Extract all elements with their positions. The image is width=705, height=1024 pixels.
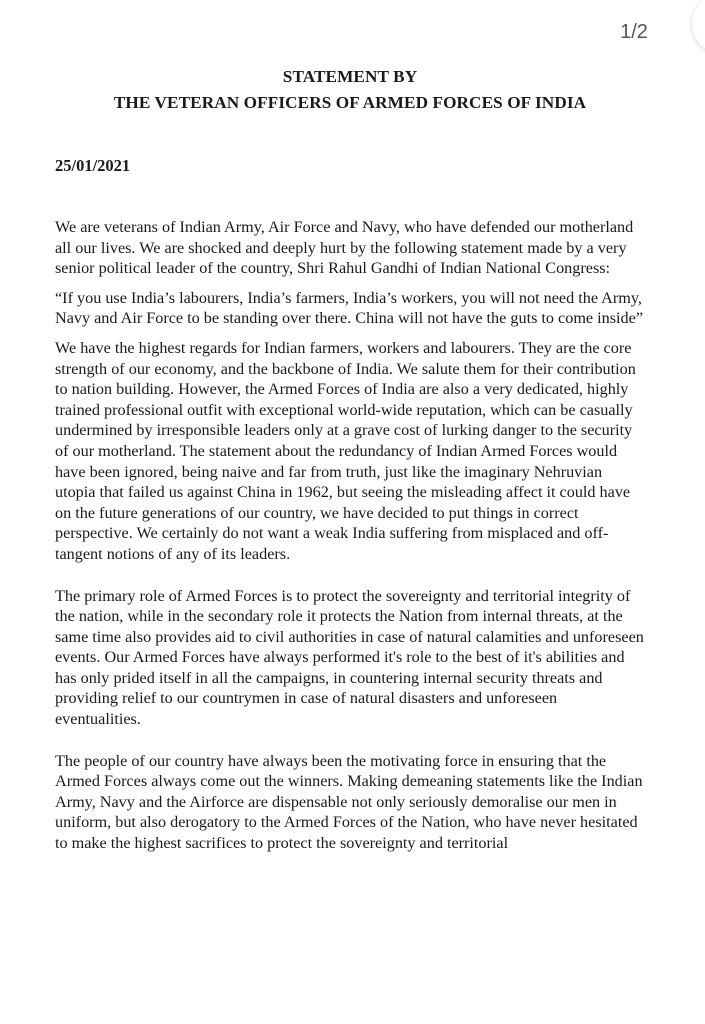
paragraph-regards: We have the highest regards for Indian farmers, workers and labourers. They are the core strength of our economy, and the backbone of India. We salute them for their contribution to nation building. However, the Armed Forces of India are also a very dedicated, highly trained professional outfit with exceptional world-wide reputation, which can be casually undermined by irresponsible leaders only at a grave cost of lurking danger to the security of our motherland. The statement about the redundancy of Indian Armed Forces would have been ignored, being naive and far from truth, just like the imaginary Nehruvian utopia that failed us against China in 1962, but seeing the misleading affect it could have on the future generations of our country, we have decided to put things in correct perspective. We certainly do not want a weak India suffering from misplaced and off-tangent notions of any of its leaders. bbox=[55, 338, 636, 563]
document-page bbox=[55, 64, 645, 854]
paragraph-intro: We are veterans of Indian Army, Air Force and Navy, who have defended our motherland all our lives. We are shocked and deeply hurt by the following statement made by a very senior political leader of the country, Shri Rahul Gandhi of Indian National Congress: bbox=[55, 218, 634, 278]
paragraph-motivating-force: The people of our country have always been the motivating force in ensuring that the Armed Forces always come out the winners. Making demeaning statements like the Indian Army, Navy and the Airforce are dispensable not only seriously demoralise our men in uniform, but also derogatory to the Armed Forces of the Nation, who have never hesitated to make the highest sacrifices to protect the sovereignty and territorial bbox=[55, 751, 643, 853]
document-title-line2: THE VETERAN OFFICERS OF ARMED FORCES OF INDIA bbox=[113, 93, 587, 112]
document-date: 25/01/2021 bbox=[55, 156, 131, 175]
document-title-line1: STATEMENT BY bbox=[282, 67, 418, 86]
paragraph-quote: “If you use India’s labourers, India’s farmers, India’s workers, you will not need the Army, Navy and Air Force to be standing over there. China will not have the guts to come inside” bbox=[55, 288, 644, 328]
floating-action-button[interactable] bbox=[692, 0, 705, 54]
paragraph-primary-role: The primary role of Armed Forces is to protect the sovereignty and territorial integrity of the nation, while in the secondary role it protects the Nation from internal threats, at the same time also provides aid to civil authorities in case of natural calamities and unforeseen events. Our Armed Forces have always performed it's role to the best of it's abilities and has only prided itself in all the campaigns, in countering internal security threats and providing relief to our countrymen in case of natural disasters and unforeseen eventualities. bbox=[55, 586, 644, 729]
page-indicator: 1/2 bbox=[620, 21, 648, 43]
